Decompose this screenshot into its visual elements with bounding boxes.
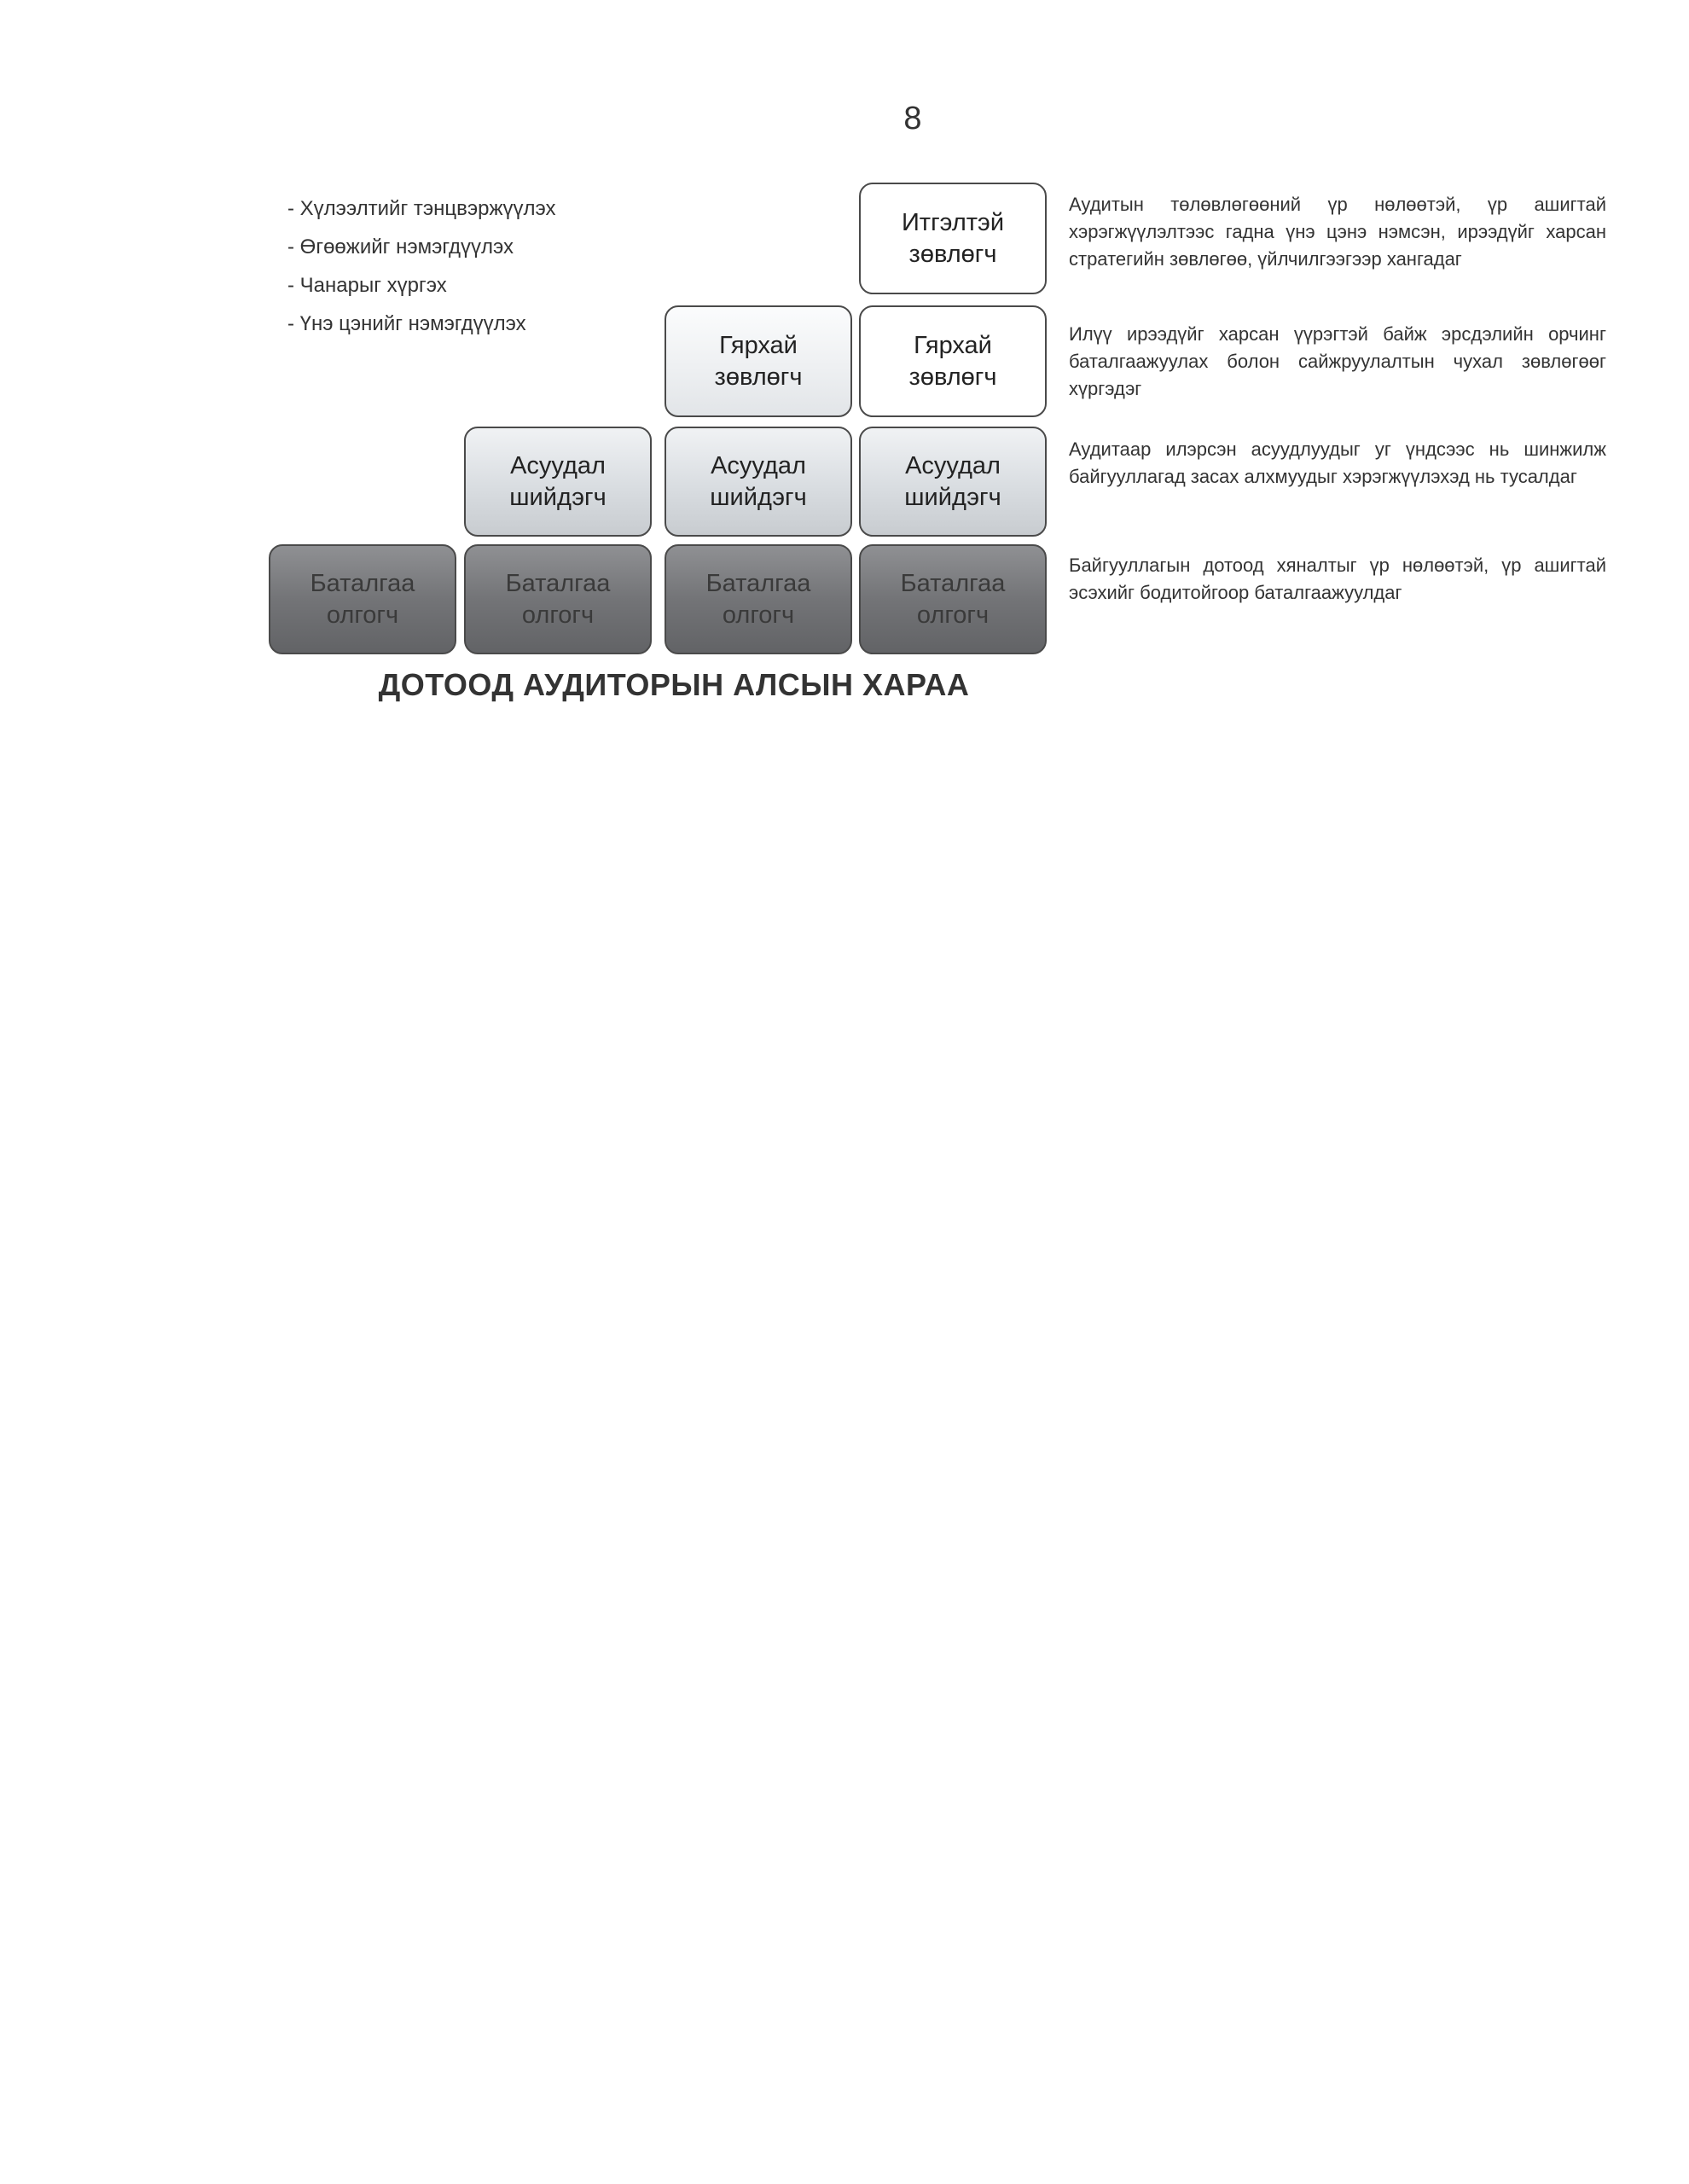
trusted-advisor-box: Итгэлтэй зөвлөгч	[859, 183, 1047, 294]
benefit-item: - Өгөөжийг нэмэгдүүлэх	[287, 235, 514, 258]
assurance-provider-box: Баталгаа олгогч	[464, 544, 652, 654]
problem-solver-box: Асуудал шийдэгч	[859, 427, 1047, 537]
benefit-item: - Чанарыг хүргэх	[287, 274, 447, 297]
assurance-provider-box: Баталгаа олгогч	[859, 544, 1047, 654]
diagram-caption: ДОТООД АУДИТОРЫН АЛСЫН ХАРАА	[378, 667, 970, 702]
insightful-advisor-description: Илүү ирээдүйг харсан үүрэгтэй байж эрсдэлийн орчинг баталгаажуулах болон сайжруулалтын чухал зөвлөгөөг хүргэдэг	[1069, 323, 1606, 399]
benefits-list	[287, 189, 555, 343]
assurance-provider-box: Баталгаа олгогч	[269, 544, 456, 654]
assurance-provider-box: Баталгаа олгогч	[665, 544, 852, 654]
page-number: 8	[903, 101, 922, 136]
benefit-item: - Үнэ цэнийг нэмэгдүүлэх	[287, 312, 526, 335]
assurance-provider-description: Байгууллагын дотоод хяналтыг үр нөлөөтэй, үр ашигтай эсэхийг бодитойгоор баталгаажуулдаг	[1069, 555, 1606, 603]
insightful-advisor-box: Гярхай зөвлөгч	[665, 305, 852, 417]
insightful-advisor-box: Гярхай зөвлөгч	[859, 305, 1047, 417]
benefit-item: - Хүлээлтийг тэнцвэржүүлэх	[287, 197, 556, 220]
trusted-advisor-description: Аудитын төлөвлөгөөний үр нөлөөтэй, үр ашигтай хэрэгжүүлэлтээс гадна үнэ цэнэ нэмсэн, ирээдүйг харсан стратегийн зөвлөгөө, үйлчилгээгээр хангадаг	[1069, 194, 1606, 270]
problem-solver-box: Асуудал шийдэгч	[665, 427, 852, 537]
problem-solver-box: Асуудал шийдэгч	[464, 427, 652, 537]
problem-solver-description: Аудитаар илэрсэн асуудлуудыг уг үндсээс нь шинжилж байгууллагад засах алхмуудыг хэрэгжүүлэхэд нь тусалдаг	[1069, 439, 1606, 487]
